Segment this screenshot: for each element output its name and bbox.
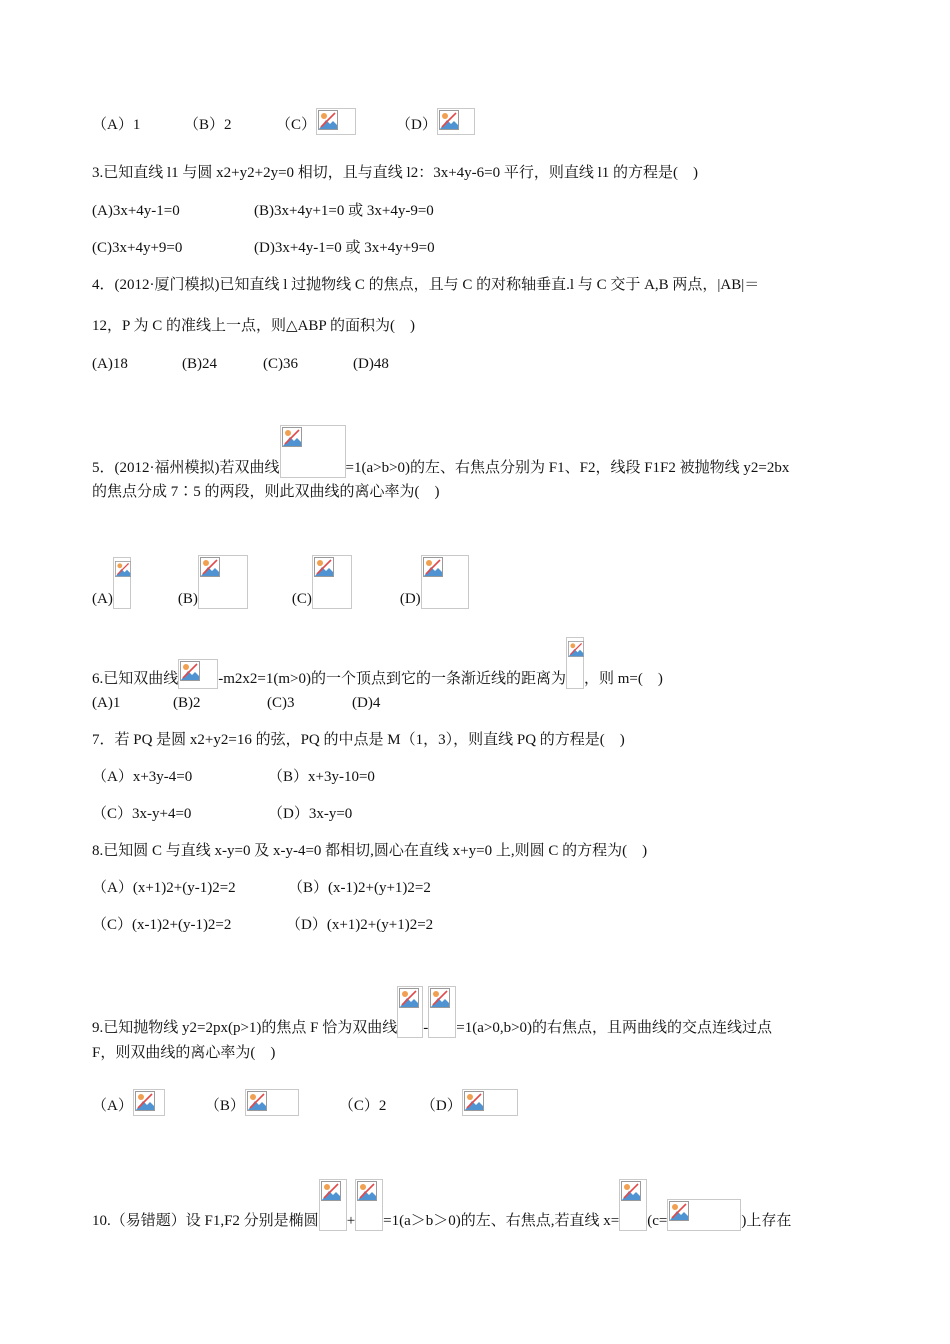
q9-stem-post: =1(a>0,b>0)的右焦点，且两曲线的交点连线过点 [456, 1020, 773, 1036]
q6-distance-image [566, 637, 584, 689]
q5-option-c: (C) [291, 591, 312, 607]
q10-stem-mid: =1(a＞b＞0)的左、右焦点,若直线 x= [383, 1213, 620, 1229]
broken-image-icon [115, 559, 131, 579]
q6-stem-mid: -m2x2=1(m>0)的一个顶点到它的一条渐近线的距离为 [218, 671, 567, 687]
q6-stem [92, 637, 663, 689]
q7-option-a: （A）x+3y-4=0 [92, 769, 193, 785]
q9-stem-line2: F，则双曲线的离心率为( ) [92, 1045, 276, 1061]
q9-option-d: （D） [420, 1098, 462, 1114]
q7-option-d: （D）3x-y=0 [268, 806, 353, 822]
broken-image-icon [568, 639, 584, 659]
q5-option-c-image [312, 555, 352, 609]
q8-option-b: （B）(x-1)2+(y+1)2=2 [288, 880, 431, 896]
q10-formula-image-2 [355, 1179, 383, 1231]
q5-option-b: (B) [177, 591, 198, 607]
broken-image-icon [399, 988, 419, 1008]
broken-image-icon [357, 1181, 377, 1201]
q2-option-a: （A）1 [92, 117, 141, 133]
q6-option-d: (D)4 [352, 695, 381, 711]
q10-plus: + [346, 1213, 356, 1229]
q3-option-b: (B)3x+4y+1=0 或 3x+4y-9=0 [254, 203, 434, 219]
q10-formula-image-3 [619, 1179, 647, 1231]
broken-image-icon [621, 1181, 641, 1201]
q5-stem-post: =1(a>b>0)的左、右焦点分别为 F1、F2，线段 F1F2 被抛物线 y2=2bx [345, 460, 790, 476]
q4-option-a: (A)18 [92, 356, 128, 372]
q4-option-b: (B)24 [182, 356, 217, 372]
q7-stem: 7．若 PQ 是圆 x2+y2=16 的弦，PQ 的中点是 M（1，3），则直线 PQ 的方程是( ) [92, 732, 625, 748]
q5-formula-image [280, 425, 346, 478]
q6-options [92, 693, 380, 713]
q3-options-row2 [92, 238, 435, 258]
q4-stem-line1: 4．(2012·厦门模拟)已知直线 l 过抛物线 C 的焦点，且与 C 的对称轴垂直.l 与 C 交于 A,B 两点，|AB|＝ [92, 277, 760, 293]
q7-option-b: （B）x+3y-10=0 [268, 769, 375, 785]
broken-image-icon [464, 1091, 484, 1111]
q3-options-row1 [92, 201, 434, 221]
q6-option-a: (A)1 [92, 695, 121, 711]
q6-option-c: (C)3 [267, 695, 295, 711]
broken-image-icon [423, 557, 443, 577]
q8-stem: 8.已知圆 C 与直线 x-y=0 及 x-y-4=0 都相切,圆心在直线 x+y=0 上,则圆 C 的方程为( ) [92, 843, 648, 859]
broken-image-icon [318, 110, 338, 130]
q8-option-d: （D）(x+1)2+(y+1)2=2 [286, 917, 434, 933]
q3-stem: 3.已知直线 l1 与圆 x2+y2+2y=0 相切，且与直线 l2：3x+4y-6=0 平行，则直线 l1 的方程是( ) [92, 165, 699, 181]
broken-image-icon [430, 988, 450, 1008]
q7-option-c: （C）3x-y+4=0 [92, 806, 192, 822]
q9-option-b-image [245, 1089, 299, 1116]
q6-formula-image [178, 659, 218, 689]
q9-option-d-image [462, 1089, 518, 1116]
q5-option-d: (D) [399, 591, 421, 607]
q5-stem-line1 [92, 425, 789, 478]
q3-option-d: (D)3x+4y-1=0 或 3x+4y+9=0 [254, 240, 435, 256]
q10-stem-pre: 10.（易错题）设 F1,F2 分别是椭圆 [92, 1213, 319, 1229]
q5-option-a-image [113, 557, 131, 609]
q4-options [92, 354, 389, 374]
q10-formula-image-1 [319, 1179, 347, 1231]
broken-image-icon [669, 1201, 689, 1221]
q7-options-row2 [92, 804, 352, 824]
q6-stem-post: ，则 m=( ) [584, 671, 663, 687]
q8-option-a: （A）(x+1)2+(y-1)2=2 [92, 880, 236, 896]
q10-stem-mid2: (c= [647, 1213, 668, 1229]
q9-option-b: （B） [204, 1098, 245, 1114]
q7-options-row1 [92, 767, 375, 787]
q10-stem-post: )上存在 [741, 1213, 792, 1229]
broken-image-icon [282, 427, 302, 447]
q5-option-d-image [421, 555, 469, 609]
q8-options-row1 [92, 878, 431, 898]
q9-option-a: （A） [92, 1098, 133, 1114]
q10-formula-image-4 [667, 1199, 741, 1231]
q5-options [92, 555, 469, 609]
q5-stem-pre: 5．(2012·福州模拟)若双曲线 [92, 460, 280, 476]
q9-options [92, 1089, 518, 1116]
q6-option-b: (B)2 [173, 695, 201, 711]
q8-option-c: （C）(x-1)2+(y-1)2=2 [92, 917, 232, 933]
q10-stem-line1 [92, 1179, 791, 1231]
q5-stem-line2: 的焦点分成 7∶5 的两段，则此双曲线的离心率为( ) [92, 484, 440, 500]
broken-image-icon [135, 1091, 155, 1111]
q9-formula-image-2 [428, 986, 456, 1038]
broken-image-icon [180, 661, 200, 681]
q2-option-d-image [437, 108, 475, 135]
q9-stem-pre: 9.已知抛物线 y2=2px(p>1)的焦点 F 恰为双曲线 [92, 1020, 398, 1036]
q9-formula-image-1 [397, 986, 423, 1038]
q5-option-a: (A) [92, 591, 113, 607]
broken-image-icon [321, 1181, 341, 1201]
broken-image-icon [200, 557, 220, 577]
q3-option-a: (A)3x+4y-1=0 [92, 203, 180, 219]
q5-option-b-image [198, 555, 248, 609]
q2-option-c: （C） [276, 117, 317, 133]
q9-option-c: （C）2 [338, 1098, 387, 1114]
q4-option-c: (C)36 [263, 356, 298, 372]
q9-minus: - [423, 1020, 429, 1036]
broken-image-icon [439, 110, 459, 130]
broken-image-icon [314, 557, 334, 577]
q6-stem-pre: 6.已知双曲线 [92, 671, 179, 687]
q4-stem-line2: 12，P 为 C 的准线上一点，则△ABP 的面积为( ) [92, 318, 415, 334]
q4-option-d: (D)48 [353, 356, 389, 372]
q2-option-d: （D） [396, 117, 437, 133]
q9-option-a-image [133, 1089, 165, 1116]
q9-stem-line1 [92, 986, 772, 1038]
q2-option-b: （B）2 [184, 117, 232, 133]
q3-option-c: (C)3x+4y+9=0 [92, 240, 183, 256]
q8-options-row2 [92, 915, 433, 935]
q2-option-c-image [316, 108, 356, 135]
broken-image-icon [247, 1091, 267, 1111]
q2-options [92, 108, 475, 135]
